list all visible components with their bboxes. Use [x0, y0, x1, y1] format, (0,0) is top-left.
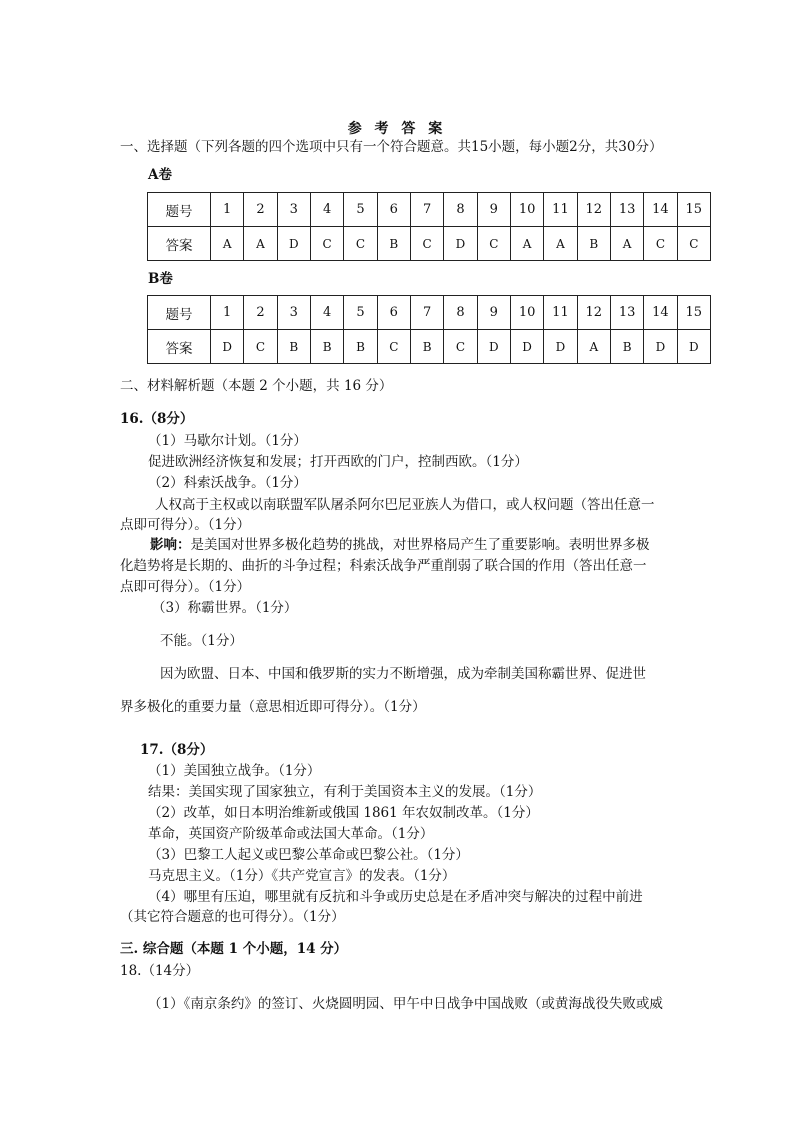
question-number: 13: [610, 193, 643, 227]
answer-cell: A: [244, 227, 277, 261]
answer-cell: A: [610, 227, 643, 261]
answer-cell: C: [377, 330, 410, 364]
influence-label: 影响：: [150, 537, 191, 553]
q16-line: （1）马歇尔计划。（1分）: [148, 433, 307, 449]
answer-cell: C: [244, 330, 277, 364]
answer-cell: C: [444, 330, 477, 364]
answer-cell: B: [610, 330, 643, 364]
question-number: 6: [377, 193, 410, 227]
question-number: 2: [244, 296, 277, 330]
q16-influence-line: [150, 536, 650, 554]
answer-cell: B: [377, 227, 410, 261]
q16-line: 界多极化的重要力量（意思相近即可得分）。（1分）: [120, 699, 426, 715]
q16-title: 16.（8分）: [120, 411, 194, 427]
question-number: 11: [544, 296, 577, 330]
q17-line: （其它符合题意的也可得分）。（1分）: [120, 909, 345, 925]
question-number: 8: [444, 193, 477, 227]
answer-cell: C: [644, 227, 677, 261]
section1-heading: 一、选择题（下列各题的四个选项中只有一个符合题意。共15小题，每小题2分，共30分）: [120, 139, 663, 155]
answer-cell: B: [277, 330, 310, 364]
question-number: 12: [577, 296, 610, 330]
q16-line: 促进欧洲经济恢复和发展；打开西欧的门户，控制西欧。（1分）: [148, 454, 528, 470]
paper-b-answer-table: [147, 295, 711, 364]
question-number: 3: [277, 193, 310, 227]
influence-text: 是美国对世界多极化趋势的挑战，对世界格局产生了重要影响。表明世界多极: [190, 537, 650, 553]
paper-a-answer-table: [147, 192, 711, 261]
table-row: [148, 227, 711, 261]
question-number: 9: [477, 296, 510, 330]
q17-line: 结果：美国实现了国家独立，有利于美国资本主义的发展。（1分）: [148, 784, 542, 800]
question-number: 2: [244, 193, 277, 227]
row-label-answer: 答案: [148, 330, 211, 364]
answer-cell: B: [310, 330, 343, 364]
answer-cell: B: [410, 330, 443, 364]
question-number: 12: [577, 193, 610, 227]
q17-line: 马克思主义。（1分）《共产党宣言》的发表。（1分）: [148, 868, 456, 884]
q16-line: 人权高于主权或以南联盟军队屠杀阿尔巴尼亚族人为借口，或人权问题（答出任意一: [155, 497, 655, 513]
question-number: 13: [610, 296, 643, 330]
answer-cell: A: [577, 330, 610, 364]
q16-line: 点即可得分）。（1分）: [120, 579, 251, 595]
question-number: 14: [644, 193, 677, 227]
q16-line: 因为欧盟、日本、中国和俄罗斯的实力不断增强，成为牵制美国称霸世界、促进世: [160, 666, 646, 682]
answer-cell: B: [344, 330, 377, 364]
question-number: 8: [444, 296, 477, 330]
q17-line: （1）美国独立战争。（1分）: [148, 763, 321, 779]
answer-cell: D: [544, 330, 577, 364]
answer-cell: A: [510, 227, 543, 261]
q16-line: 点即可得分）。（1分）: [120, 517, 251, 533]
q16-line: 不能。（1分）: [160, 633, 243, 649]
answer-cell: C: [677, 227, 710, 261]
question-number: 5: [344, 296, 377, 330]
answer-cell: C: [477, 227, 510, 261]
answer-cell: C: [310, 227, 343, 261]
paper-a-label: A卷: [148, 167, 172, 183]
answer-cell: C: [344, 227, 377, 261]
question-number: 15: [677, 296, 710, 330]
table-row: [148, 193, 711, 227]
question-number: 1: [211, 193, 244, 227]
q17-line: （4）哪里有压迫，哪里就有反抗和斗争或历史总是在矛盾冲突与解决的过程中前进: [148, 889, 643, 905]
row-label-question: 题号: [148, 296, 211, 330]
question-number: 9: [477, 193, 510, 227]
question-number: 14: [644, 296, 677, 330]
question-number: 7: [410, 193, 443, 227]
question-number: 5: [344, 193, 377, 227]
answer-cell: D: [211, 330, 244, 364]
question-number: 4: [310, 296, 343, 330]
question-number: 10: [510, 193, 543, 227]
question-number: 7: [410, 296, 443, 330]
page-title: 参 考 答 案: [347, 121, 447, 137]
q17-line: 革命，英国资产阶级革命或法国大革命。（1分）: [148, 826, 434, 842]
answer-cell: A: [211, 227, 244, 261]
answer-cell: A: [544, 227, 577, 261]
question-number: 4: [310, 193, 343, 227]
question-number: 3: [277, 296, 310, 330]
question-number: 15: [677, 193, 710, 227]
q16-line: （3）称霸世界。（1分）: [152, 600, 298, 616]
section3-heading: 三. 综合题（本题 1 个小题，14 分）: [120, 941, 348, 957]
paper-b-label: B卷: [148, 271, 173, 287]
table-row: [148, 330, 711, 364]
answer-cell: D: [477, 330, 510, 364]
question-number: 1: [211, 296, 244, 330]
answer-cell: D: [277, 227, 310, 261]
answer-cell: B: [577, 227, 610, 261]
q17-title: 17.（8分）: [140, 742, 214, 758]
section2-heading: 二、材料解析题（本题 2 个小题，共 16 分）: [120, 378, 393, 394]
question-number: 6: [377, 296, 410, 330]
table-row: [148, 296, 711, 330]
answer-cell: D: [644, 330, 677, 364]
row-label-question: 题号: [148, 193, 211, 227]
answer-cell: C: [410, 227, 443, 261]
q18-title: 18.（14分）: [120, 963, 200, 979]
q18-line: （1）《南京条约》的签订、火烧圆明园、甲午中日战争中国战败（或黄海战役失败或威: [148, 996, 663, 1012]
q16-line: （2）科索沃战争。（1分）: [148, 475, 307, 491]
q17-line: （2）改革，如日本明治维新或俄国 1861 年农奴制改革。（1分）: [148, 805, 539, 821]
answer-cell: D: [677, 330, 710, 364]
q16-line: 化趋势将是长期的、曲折的斗争过程；科索沃战争严重削弱了联合国的作用（答出任意一: [120, 558, 647, 574]
row-label-answer: 答案: [148, 227, 211, 261]
answer-cell: D: [510, 330, 543, 364]
q17-line: （3）巴黎工人起义或巴黎公革命或巴黎公社。（1分）: [148, 847, 469, 863]
question-number: 11: [544, 193, 577, 227]
answer-cell: D: [444, 227, 477, 261]
question-number: 10: [510, 296, 543, 330]
